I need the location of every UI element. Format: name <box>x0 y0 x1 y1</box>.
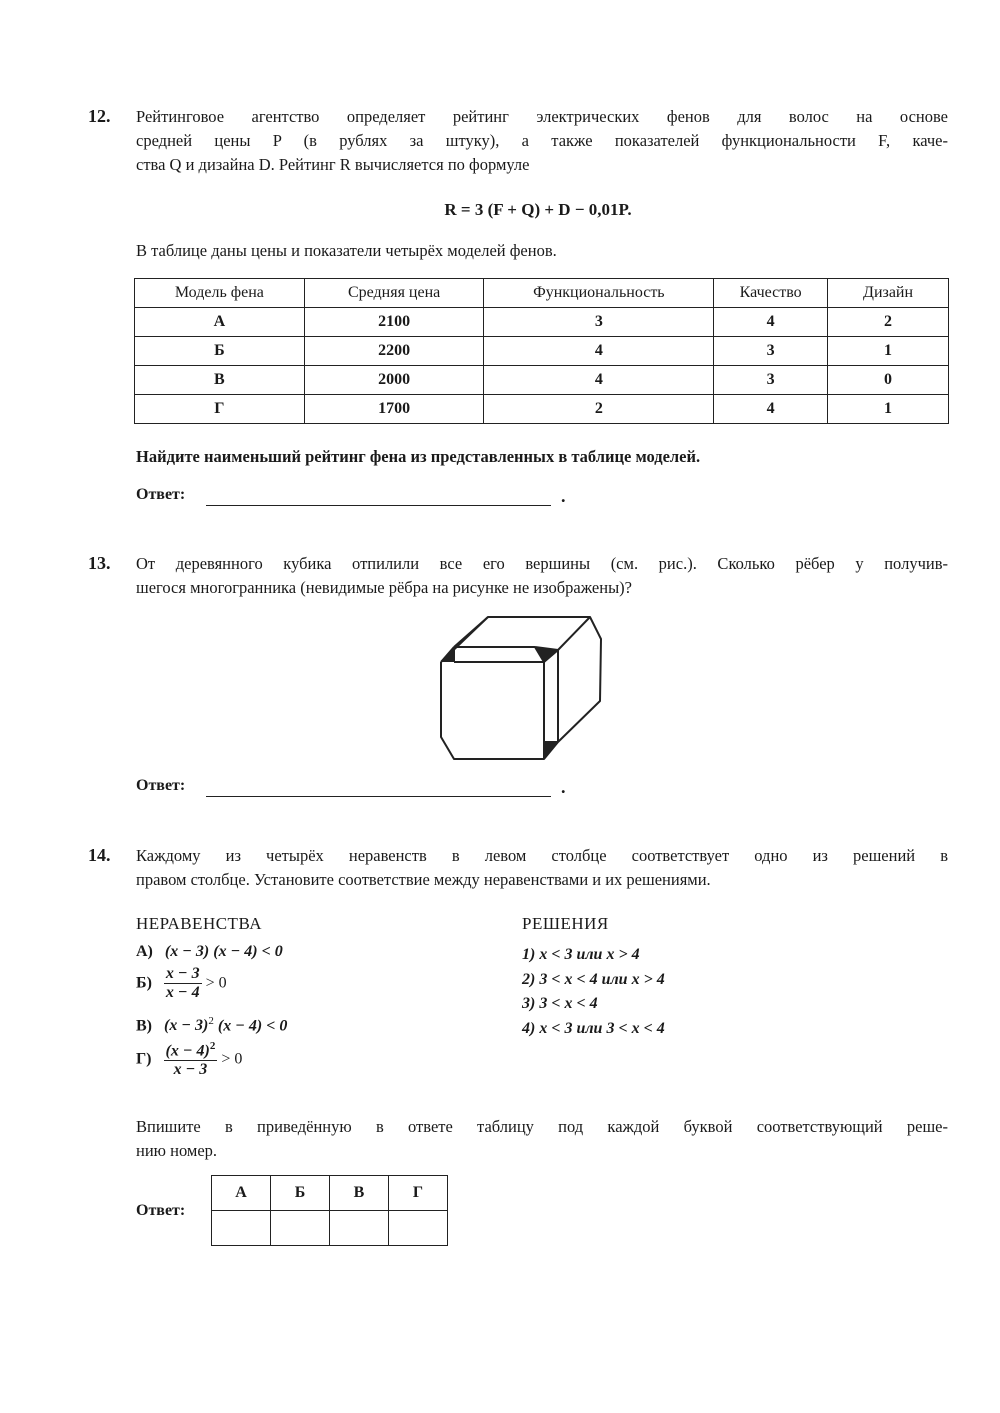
inequality-expression: (x − 4) < 0 <box>217 1017 288 1035</box>
inequality-base: (x − 3) <box>164 1017 209 1035</box>
table-cell: В <box>135 366 305 395</box>
task-13-line: От деревянного кубика отпилили все его вершины (см. рис.). Сколько рёбер у получив- <box>136 554 948 573</box>
table-cell: 4 <box>484 366 714 395</box>
task-14-number: 14. <box>88 845 111 865</box>
solutions-title: РЕШЕНИЯ <box>522 914 609 933</box>
cut-corner-markers <box>441 647 558 759</box>
fraction <box>164 965 202 1002</box>
table-header: Средняя цена <box>304 279 484 308</box>
table-cell: 4 <box>484 337 714 366</box>
answer-header: Г <box>389 1176 448 1211</box>
table-header: Дизайн <box>828 279 949 308</box>
solution-item: 4) x < 3 или 3 < x < 4 <box>522 1019 665 1037</box>
table-intro: В таблице даны цены и показатели четырёх моделей фенов. <box>136 241 557 260</box>
answer-dot: . <box>561 777 566 797</box>
fraction-denominator: x − 3 <box>173 1061 208 1079</box>
inequality-relation: > 0 <box>205 974 227 992</box>
inequality-label: Г) <box>136 1050 152 1068</box>
table-cell: Г <box>135 395 305 424</box>
figure-edge <box>558 617 590 650</box>
answer-field-12[interactable] <box>206 505 551 506</box>
answer-header-row <box>212 1176 448 1211</box>
task-14-line: правом столбце. Установите соответствие между неравенствами и их решениями. <box>136 870 711 889</box>
inequality-relation: > 0 <box>221 1050 243 1068</box>
inequality-exponent: 2 <box>208 1015 214 1027</box>
table-cell: 3 <box>484 308 714 337</box>
answer-label: Ответ: <box>136 1202 186 1219</box>
task-13-number: 13. <box>88 553 111 573</box>
task-12-text <box>136 105 948 177</box>
answer-label: Ответ: <box>136 777 186 794</box>
table-row <box>135 308 949 337</box>
fraction <box>164 1040 218 1079</box>
table-header: Модель фена <box>135 279 305 308</box>
answer-cell-v[interactable] <box>330 1211 389 1246</box>
table-header: Качество <box>714 279 828 308</box>
inequality-label: Б) <box>136 974 152 992</box>
table-row <box>135 366 949 395</box>
task-14-instruction <box>136 1115 948 1163</box>
solution-item: 3) 3 < x < 4 <box>522 995 598 1012</box>
solution-item: 1) x < 3 или x > 4 <box>522 946 640 963</box>
inequalities-title: НЕРАВЕНСТВА <box>136 914 262 933</box>
table-cell: 1700 <box>304 395 484 424</box>
answer-header: В <box>330 1176 389 1211</box>
table-cell: 2 <box>484 395 714 424</box>
answer-cell-a[interactable] <box>212 1211 271 1246</box>
table-row <box>135 395 949 424</box>
inequality-label: В) <box>136 1017 152 1035</box>
table-cell: 1 <box>828 395 949 424</box>
table-cell: 0 <box>828 366 949 395</box>
inequality-v <box>136 1015 287 1035</box>
table-cell: 4 <box>714 308 828 337</box>
task-14-text <box>136 844 948 892</box>
solution-item: 2) 3 < x < 4 или x > 4 <box>522 970 665 988</box>
answer-cell-g[interactable] <box>389 1211 448 1246</box>
rating-formula: R = 3 (F + Q) + D − 0,01P. <box>444 200 632 219</box>
inequality-g <box>136 1040 242 1079</box>
figure-edge <box>454 617 488 647</box>
answer-header: А <box>212 1176 271 1211</box>
answer-cell-b[interactable] <box>271 1211 330 1246</box>
fraction-numerator <box>164 1040 218 1061</box>
table-cell: 2 <box>828 308 949 337</box>
answer-header: Б <box>271 1176 330 1211</box>
table-cell: 3 <box>714 337 828 366</box>
table-cell: 3 <box>714 366 828 395</box>
solutions-list <box>522 943 665 1041</box>
answer-input-row <box>212 1211 448 1246</box>
inequality-a <box>136 943 283 961</box>
task-13-text <box>136 552 948 600</box>
fraction-denominator: x − 4 <box>165 984 200 1001</box>
inequality-label: А) <box>136 943 153 960</box>
table-cell: Б <box>135 337 305 366</box>
fraction-numerator: x − 3 <box>165 965 200 982</box>
answer-table <box>211 1175 448 1246</box>
numerator-base: (x − 4) <box>165 1042 210 1060</box>
table-cell: 2100 <box>304 308 484 337</box>
table-cell: 4 <box>714 395 828 424</box>
table-header-row <box>135 279 949 308</box>
table-header: Функциональность <box>484 279 714 308</box>
task-13-line: шегося многогранника (невидимые рёбра на рисунке не изображены)? <box>136 578 632 597</box>
inequality-expression: (x − 3) (x − 4) < 0 <box>164 943 283 960</box>
table-cell: 2000 <box>304 366 484 395</box>
table-cell: А <box>135 308 305 337</box>
answer-dot: . <box>561 486 566 506</box>
numerator-exponent: 2 <box>209 1040 216 1052</box>
table-row <box>135 337 949 366</box>
inequality-b <box>136 965 227 1002</box>
answer-label: Ответ: <box>136 486 186 503</box>
task-12-line: ства Q и дизайна D. Рейтинг R вычисляется по формуле <box>136 155 530 174</box>
table-cell: 1 <box>828 337 949 366</box>
hairdryer-table <box>134 278 949 424</box>
instruction-line: Впишите в приведённую в ответе таблицу под каждой буквой соответствующий реше- <box>136 1117 948 1136</box>
task-14-line: Каждому из четырёх неравенств в левом столбце соответствует одно из решений в <box>136 846 948 865</box>
truncated-cube-figure <box>430 612 610 772</box>
answer-field-13[interactable] <box>206 796 551 797</box>
task-12-line: Рейтинговое агентство определяет рейтинг электрических фенов для волос на основе <box>136 107 948 126</box>
instruction-line: нию номер. <box>136 1141 218 1160</box>
task-12-number: 12. <box>88 106 111 126</box>
task-12-question: Найдите наименьший рейтинг фена из представленных в таблице моделей. <box>136 447 701 466</box>
table-cell: 2200 <box>304 337 484 366</box>
task-12-line: средней цены P (в рублях за штуку), а также показателей функциональности F, каче- <box>136 131 948 150</box>
